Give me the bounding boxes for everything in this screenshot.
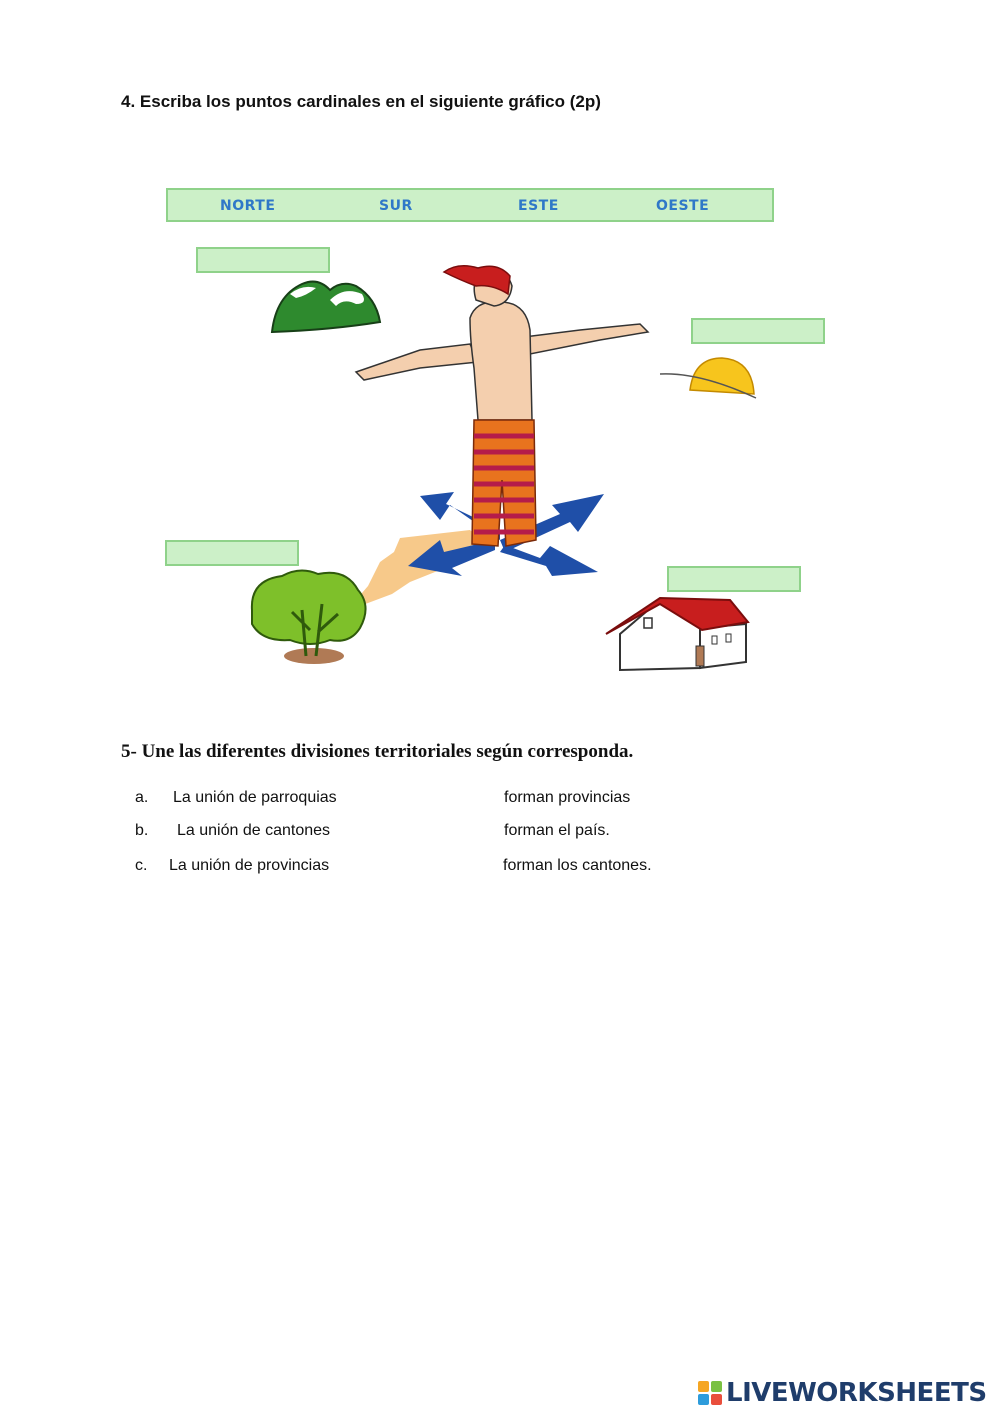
answer-input-east[interactable] — [693, 320, 823, 342]
row-a-letter: a. — [135, 789, 149, 806]
answer-input-south[interactable] — [669, 568, 799, 590]
answer-box-north[interactable] — [196, 247, 330, 273]
liveworksheets-logo-icon — [698, 1381, 722, 1405]
boy-figure — [356, 266, 648, 546]
row-b-letter: b. — [135, 822, 149, 839]
tree-icon — [252, 570, 366, 664]
answer-input-north[interactable] — [198, 249, 328, 271]
liveworksheets-logo-text: LIVEWORKSHEETS — [726, 1378, 987, 1408]
house-icon — [606, 598, 748, 670]
mountain-icon — [272, 282, 380, 332]
question-5-title: 5- Une las diferentes divisiones territoriales según corresponda. — [121, 741, 634, 762]
word-south: SUR — [379, 198, 413, 214]
word-west: OESTE — [656, 198, 710, 214]
answer-input-west[interactable] — [167, 542, 297, 564]
cardinal-points-illustration — [0, 0, 1000, 700]
row-c-left[interactable]: La unión de provincias — [169, 857, 330, 874]
liveworksheets-logo — [698, 1378, 987, 1408]
answer-box-south[interactable] — [667, 566, 801, 592]
row-b-right[interactable]: forman el país. — [504, 822, 610, 839]
row-c-right[interactable]: forman los cantones. — [503, 857, 652, 874]
row-a-right[interactable]: forman provincias — [504, 789, 631, 806]
row-a-left[interactable]: La unión de parroquias — [173, 789, 337, 806]
answer-box-west[interactable] — [165, 540, 299, 566]
answer-box-east[interactable] — [691, 318, 825, 344]
row-c-letter: c. — [135, 857, 148, 874]
row-b-left[interactable]: La unión de cantones — [177, 822, 331, 839]
word-north: NORTE — [220, 198, 276, 214]
sun-icon — [660, 358, 756, 398]
word-east: ESTE — [518, 198, 559, 214]
question-4-title: 4. Escriba los puntos cardinales en el siguiente gráfico (2p) — [121, 92, 601, 111]
